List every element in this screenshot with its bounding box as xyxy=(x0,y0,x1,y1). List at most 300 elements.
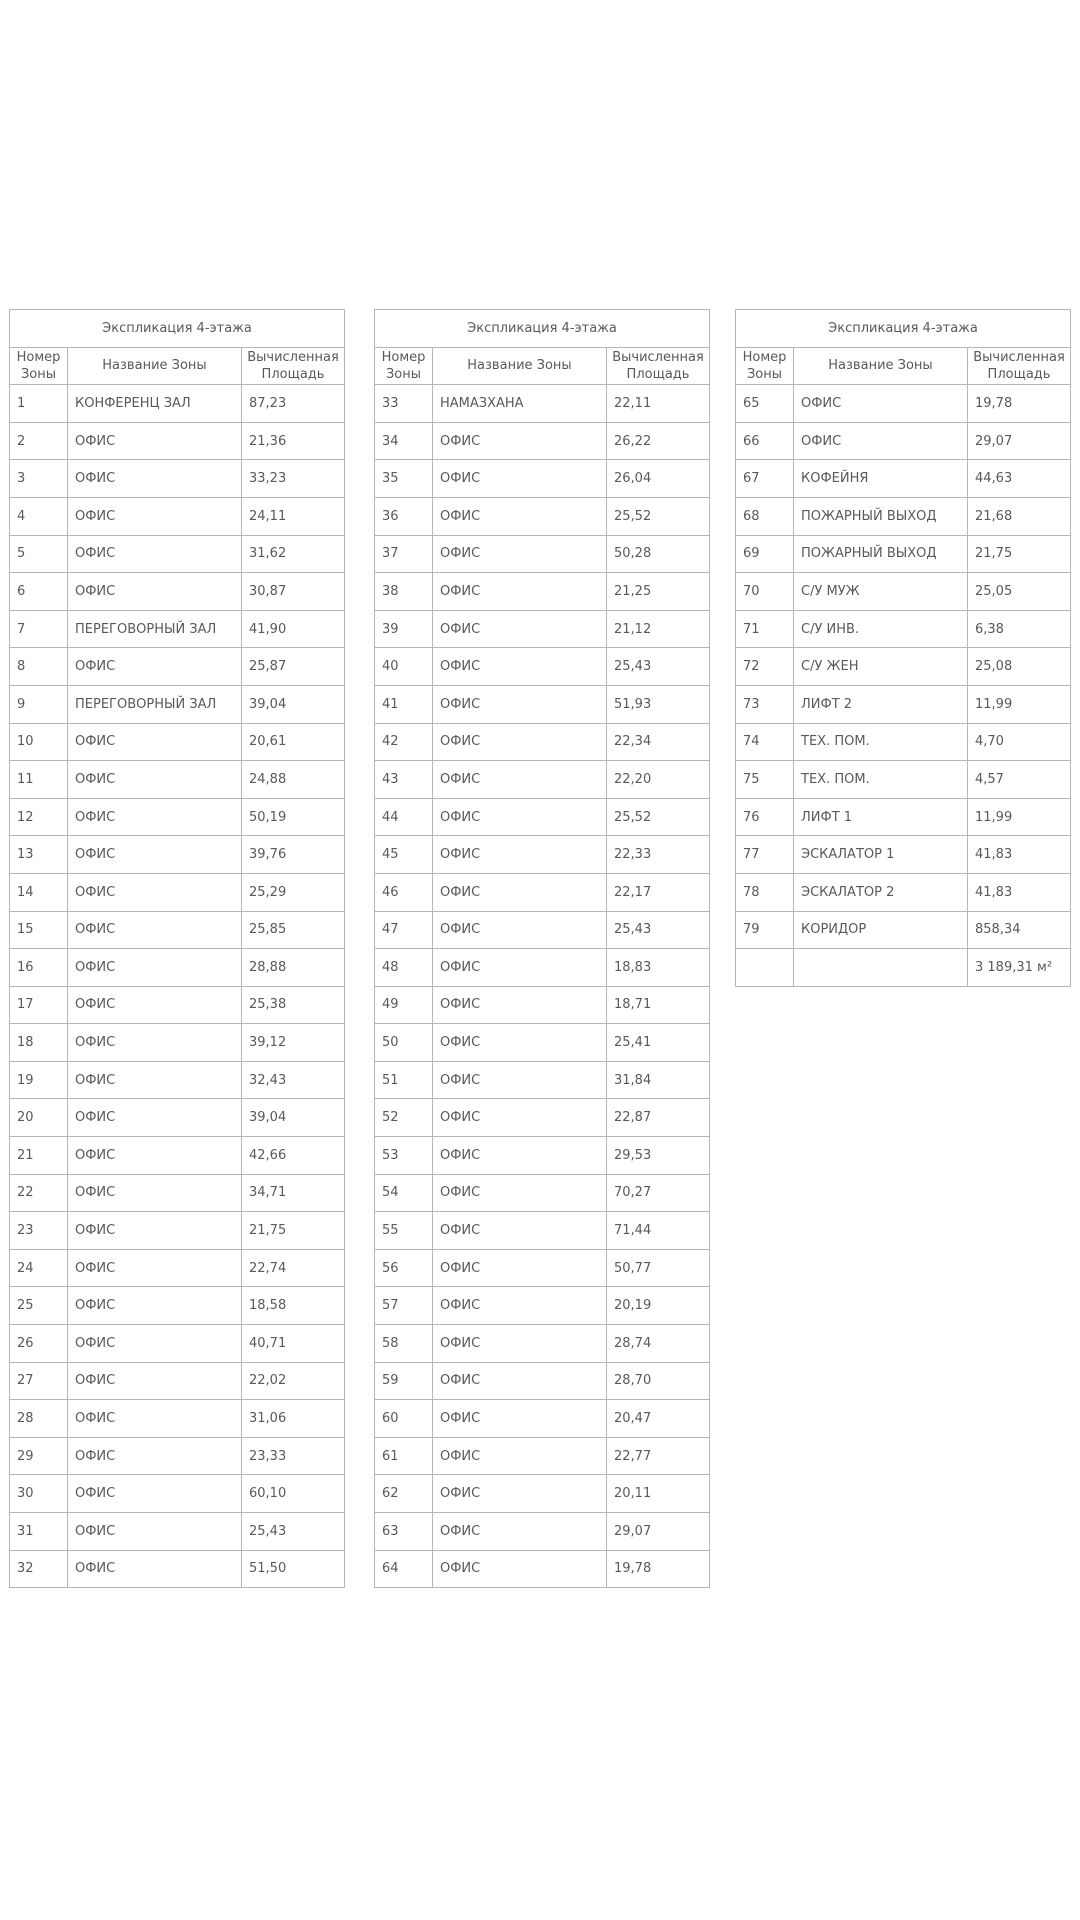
zone-area-cell: 50,28 xyxy=(607,535,710,573)
zone-name-cell: ОФИС xyxy=(433,422,607,460)
zone-name-cell: КОРИДОР xyxy=(794,911,968,949)
zone-area-cell: 21,25 xyxy=(607,573,710,611)
zone-number-cell: 45 xyxy=(375,836,433,874)
zone-area-cell: 60,10 xyxy=(242,1475,345,1513)
table-title-row xyxy=(736,310,1071,348)
table-row xyxy=(10,648,345,686)
zone-area-cell: 29,53 xyxy=(607,1137,710,1175)
explication-table-2 xyxy=(374,309,710,1588)
zone-name-cell: ОФИС xyxy=(68,1061,242,1099)
zone-name-cell: ОФИС xyxy=(68,1137,242,1175)
table-row xyxy=(10,1362,345,1400)
zone-name-cell: ЛИФТ 1 xyxy=(794,798,968,836)
table-row xyxy=(736,798,1071,836)
zone-number-cell: 34 xyxy=(375,422,433,460)
zone-area-cell: 42,66 xyxy=(242,1137,345,1175)
zone-area-cell: 18,83 xyxy=(607,949,710,987)
table-row xyxy=(375,761,710,799)
table-row xyxy=(375,460,710,498)
zone-number-cell: 6 xyxy=(10,573,68,611)
zone-number-cell: 75 xyxy=(736,761,794,799)
explication-table-3 xyxy=(735,309,1071,987)
zone-name-cell: ОФИС xyxy=(68,836,242,874)
zone-name-cell: ПОЖАРНЫЙ ВЫХОД xyxy=(794,535,968,573)
table-row xyxy=(736,911,1071,949)
zone-number-cell: 36 xyxy=(375,497,433,535)
zone-area-cell: 25,52 xyxy=(607,497,710,535)
table-row xyxy=(10,1249,345,1287)
zone-number-cell: 38 xyxy=(375,573,433,611)
zone-name-cell: ЭСКАЛАТОР 1 xyxy=(794,836,968,874)
zone-area-cell: 32,43 xyxy=(242,1061,345,1099)
table-row xyxy=(736,685,1071,723)
zone-number-cell: 30 xyxy=(10,1475,68,1513)
zone-number-cell: 55 xyxy=(375,1212,433,1250)
zone-name-cell: ОФИС xyxy=(433,1061,607,1099)
zone-name-cell: ОФИС xyxy=(68,1024,242,1062)
zone-area-cell: 41,90 xyxy=(242,610,345,648)
zone-name-cell: ОФИС xyxy=(433,573,607,611)
zone-name-cell: ОФИС xyxy=(433,1212,607,1250)
zone-area-cell: 22,33 xyxy=(607,836,710,874)
table-row xyxy=(10,723,345,761)
zone-name-cell: ОФИС xyxy=(68,1475,242,1513)
zone-number-cell: 27 xyxy=(10,1362,68,1400)
table-row xyxy=(375,1325,710,1363)
zone-area-cell: 20,61 xyxy=(242,723,345,761)
zone-area-cell: 25,43 xyxy=(242,1513,345,1551)
zone-name-cell: ОФИС xyxy=(433,497,607,535)
zone-name-cell: ОФИС xyxy=(68,1174,242,1212)
zone-number-cell: 73 xyxy=(736,685,794,723)
table-row xyxy=(10,535,345,573)
zone-number-cell: 23 xyxy=(10,1212,68,1250)
zone-name-cell: ОФИС xyxy=(68,723,242,761)
table-row xyxy=(10,685,345,723)
zone-number-cell: 14 xyxy=(10,873,68,911)
zone-area-cell: 4,57 xyxy=(968,761,1071,799)
zone-number-cell: 79 xyxy=(736,911,794,949)
zone-area-cell: 6,38 xyxy=(968,610,1071,648)
table-row xyxy=(10,1137,345,1175)
zone-number-cell: 25 xyxy=(10,1287,68,1325)
zone-area-cell: 21,75 xyxy=(968,535,1071,573)
zone-area-cell: 25,85 xyxy=(242,911,345,949)
zone-area-cell: 22,20 xyxy=(607,761,710,799)
zone-area-cell: 30,87 xyxy=(242,573,345,611)
table-row xyxy=(375,1061,710,1099)
zone-number-cell: 28 xyxy=(10,1400,68,1438)
zone-number-cell: 18 xyxy=(10,1024,68,1062)
zone-number-cell: 21 xyxy=(10,1137,68,1175)
zone-number-cell: 56 xyxy=(375,1249,433,1287)
zone-area-cell: 18,71 xyxy=(607,986,710,1024)
zone-name-cell: ОФИС xyxy=(68,873,242,911)
zone-name-cell: ОФИС xyxy=(433,911,607,949)
table-row xyxy=(375,723,710,761)
table-row xyxy=(375,836,710,874)
zone-name-cell: ОФИС xyxy=(433,1475,607,1513)
zone-name-cell: ОФИС xyxy=(433,1174,607,1212)
zone-area-cell: 20,19 xyxy=(607,1287,710,1325)
zone-number-cell: 39 xyxy=(375,610,433,648)
zone-area-cell: 25,87 xyxy=(242,648,345,686)
zone-name-cell: ОФИС xyxy=(794,385,968,423)
zone-area-cell: 26,04 xyxy=(607,460,710,498)
zone-number-cell: 51 xyxy=(375,1061,433,1099)
zone-area-cell: 4,70 xyxy=(968,723,1071,761)
zone-name-cell: ОФИС xyxy=(433,610,607,648)
zone-area-cell: 70,27 xyxy=(607,1174,710,1212)
zone-name-cell: ОФИС xyxy=(68,1325,242,1363)
zone-name-cell: ОФИС xyxy=(794,422,968,460)
zone-area-cell: 21,36 xyxy=(242,422,345,460)
zone-area-cell: 39,76 xyxy=(242,836,345,874)
zone-number-cell: 66 xyxy=(736,422,794,460)
table-row xyxy=(736,460,1071,498)
zone-number-cell: 7 xyxy=(10,610,68,648)
table-row xyxy=(10,911,345,949)
table-row xyxy=(375,986,710,1024)
table-row xyxy=(10,422,345,460)
table-row xyxy=(10,573,345,611)
zone-number-cell: 16 xyxy=(10,949,68,987)
zone-number-cell: 53 xyxy=(375,1137,433,1175)
zone-number-cell: 40 xyxy=(375,648,433,686)
zone-name-cell: ОФИС xyxy=(433,1513,607,1551)
table-row xyxy=(10,385,345,423)
header-computed-area: Вычисленная Площадь xyxy=(242,347,345,385)
zone-name-cell: ОФИС xyxy=(68,1287,242,1325)
zone-number-cell: 64 xyxy=(375,1550,433,1588)
zone-number-cell: 10 xyxy=(10,723,68,761)
zone-area-cell: 26,22 xyxy=(607,422,710,460)
zone-name-cell: НАМАЗХАНА xyxy=(433,385,607,423)
table-row xyxy=(10,1513,345,1551)
explication-table-1 xyxy=(9,309,345,1588)
table-row xyxy=(375,1400,710,1438)
table-header-row xyxy=(736,347,1071,385)
zone-area-cell: 44,63 xyxy=(968,460,1071,498)
zone-area-cell: 22,11 xyxy=(607,385,710,423)
zone-name-cell: ОФИС xyxy=(433,1099,607,1137)
zone-area-cell: 19,78 xyxy=(968,385,1071,423)
zone-name-cell: КОФЕЙНЯ xyxy=(794,460,968,498)
zone-area-cell: 51,50 xyxy=(242,1550,345,1588)
zone-area-cell: 22,74 xyxy=(242,1249,345,1287)
table-row xyxy=(736,610,1071,648)
zone-name-cell: ПЕРЕГОВОРНЫЙ ЗАЛ xyxy=(68,610,242,648)
table-row xyxy=(375,497,710,535)
zone-number-cell: 59 xyxy=(375,1362,433,1400)
zone-name-cell: ОФИС xyxy=(433,1137,607,1175)
table-row xyxy=(375,1287,710,1325)
zone-name-cell: ОФИС xyxy=(68,648,242,686)
table-row xyxy=(736,761,1071,799)
zone-name-cell: ОФИС xyxy=(68,911,242,949)
zone-name-cell: ОФИС xyxy=(68,1550,242,1588)
zone-number-cell: 65 xyxy=(736,385,794,423)
zone-number-cell: 57 xyxy=(375,1287,433,1325)
table-row xyxy=(10,1212,345,1250)
table-row xyxy=(375,1550,710,1588)
table-row xyxy=(375,1212,710,1250)
zone-number-cell: 58 xyxy=(375,1325,433,1363)
table-row xyxy=(10,610,345,648)
zone-area-cell: 39,12 xyxy=(242,1024,345,1062)
zone-area-cell: 33,23 xyxy=(242,460,345,498)
zone-area-cell: 28,88 xyxy=(242,949,345,987)
zone-name-cell: ОФИС xyxy=(433,798,607,836)
zone-area-cell: 50,19 xyxy=(242,798,345,836)
zone-name-cell: ОФИС xyxy=(68,422,242,460)
zone-area-cell: 24,88 xyxy=(242,761,345,799)
table-row xyxy=(375,1475,710,1513)
zone-name-cell: ОФИС xyxy=(433,535,607,573)
table-row xyxy=(10,1287,345,1325)
zone-name-cell: ОФИС xyxy=(433,1362,607,1400)
zone-area-cell: 25,41 xyxy=(607,1024,710,1062)
zone-name-cell: ОФИС xyxy=(433,1400,607,1438)
zone-name-cell: ОФИС xyxy=(433,685,607,723)
zone-name-cell: ОФИС xyxy=(68,1099,242,1137)
table-row xyxy=(10,497,345,535)
table-row xyxy=(10,986,345,1024)
zone-name-cell: ОФИС xyxy=(68,798,242,836)
table-row xyxy=(375,1099,710,1137)
zone-name-cell: ОФИС xyxy=(68,460,242,498)
header-zone-name: Название Зоны xyxy=(68,347,242,385)
zone-name-cell: ОФИС xyxy=(433,949,607,987)
zone-area-cell: 50,77 xyxy=(607,1249,710,1287)
zone-number-cell: 72 xyxy=(736,648,794,686)
zone-number-cell: 71 xyxy=(736,610,794,648)
zone-area-cell: 19,78 xyxy=(607,1550,710,1588)
zone-name-cell: ОФИС xyxy=(433,836,607,874)
zone-number-cell: 31 xyxy=(10,1513,68,1551)
zone-area-cell: 87,23 xyxy=(242,385,345,423)
zone-area-cell: 39,04 xyxy=(242,685,345,723)
zone-name-cell: ОФИС xyxy=(68,573,242,611)
zone-number-cell: 41 xyxy=(375,685,433,723)
zone-name-cell: ТЕХ. ПОМ. xyxy=(794,723,968,761)
zone-area-cell: 25,05 xyxy=(968,573,1071,611)
zone-area-cell: 21,68 xyxy=(968,497,1071,535)
zone-name-cell: ОФИС xyxy=(433,873,607,911)
zone-number-cell: 60 xyxy=(375,1400,433,1438)
zone-area-cell: 25,08 xyxy=(968,648,1071,686)
zone-number-cell: 26 xyxy=(10,1325,68,1363)
table-row xyxy=(736,535,1071,573)
zone-area-cell: 28,74 xyxy=(607,1325,710,1363)
zone-number-cell: 70 xyxy=(736,573,794,611)
table-row xyxy=(375,535,710,573)
zone-number-cell: 77 xyxy=(736,836,794,874)
table-row xyxy=(10,1061,345,1099)
zone-number-cell: 52 xyxy=(375,1099,433,1137)
zone-name-cell: ОФИС xyxy=(68,1437,242,1475)
table-row xyxy=(375,1513,710,1551)
zone-area-cell: 21,12 xyxy=(607,610,710,648)
empty-cell xyxy=(736,949,794,987)
zone-name-cell: ОФИС xyxy=(433,1437,607,1475)
table-row xyxy=(375,911,710,949)
zone-name-cell: ОФИС xyxy=(433,1550,607,1588)
zone-number-cell: 2 xyxy=(10,422,68,460)
zone-number-cell: 63 xyxy=(375,1513,433,1551)
zone-name-cell: ОФИС xyxy=(68,1212,242,1250)
table-row xyxy=(10,1325,345,1363)
table-row xyxy=(375,1174,710,1212)
zone-name-cell: ПОЖАРНЫЙ ВЫХОД xyxy=(794,497,968,535)
table-row xyxy=(736,422,1071,460)
table-row xyxy=(375,873,710,911)
zone-area-cell: 25,29 xyxy=(242,873,345,911)
zone-number-cell: 8 xyxy=(10,648,68,686)
table-row xyxy=(10,1550,345,1588)
zone-number-cell: 17 xyxy=(10,986,68,1024)
zone-area-cell: 22,17 xyxy=(607,873,710,911)
zone-number-cell: 61 xyxy=(375,1437,433,1475)
zone-area-cell: 25,38 xyxy=(242,986,345,1024)
zone-area-cell: 71,44 xyxy=(607,1212,710,1250)
zone-number-cell: 29 xyxy=(10,1437,68,1475)
zone-area-cell: 29,07 xyxy=(607,1513,710,1551)
header-zone-name: Название Зоны xyxy=(794,347,968,385)
zone-number-cell: 69 xyxy=(736,535,794,573)
table-row xyxy=(10,1437,345,1475)
zone-number-cell: 12 xyxy=(10,798,68,836)
zone-area-cell: 28,70 xyxy=(607,1362,710,1400)
table-header-row xyxy=(375,347,710,385)
zone-area-cell: 11,99 xyxy=(968,798,1071,836)
zone-number-cell: 44 xyxy=(375,798,433,836)
zone-area-cell: 23,33 xyxy=(242,1437,345,1475)
zone-number-cell: 47 xyxy=(375,911,433,949)
total-area-cell: 3 189,31 м² xyxy=(968,949,1071,987)
zone-number-cell: 35 xyxy=(375,460,433,498)
table-row xyxy=(10,836,345,874)
zone-name-cell: ТЕХ. ПОМ. xyxy=(794,761,968,799)
table-row xyxy=(375,648,710,686)
zone-number-cell: 76 xyxy=(736,798,794,836)
table-row xyxy=(736,873,1071,911)
zone-name-cell: ОФИС xyxy=(433,648,607,686)
zone-area-cell: 51,93 xyxy=(607,685,710,723)
zone-name-cell: ОФИС xyxy=(68,535,242,573)
zone-area-cell: 34,71 xyxy=(242,1174,345,1212)
zone-name-cell: ОФИС xyxy=(433,1024,607,1062)
table-row xyxy=(10,1024,345,1062)
table-row xyxy=(10,873,345,911)
table-row xyxy=(10,798,345,836)
zone-area-cell: 22,34 xyxy=(607,723,710,761)
zone-number-cell: 43 xyxy=(375,761,433,799)
zone-number-cell: 54 xyxy=(375,1174,433,1212)
zone-name-cell: ОФИС xyxy=(433,1249,607,1287)
table-title: Экспликация 4-этажа xyxy=(375,310,710,348)
zone-area-cell: 24,11 xyxy=(242,497,345,535)
zone-name-cell: ОФИС xyxy=(68,497,242,535)
table-row xyxy=(375,1437,710,1475)
zone-number-cell: 49 xyxy=(375,986,433,1024)
zone-area-cell: 11,99 xyxy=(968,685,1071,723)
zone-number-cell: 22 xyxy=(10,1174,68,1212)
table-total-row xyxy=(736,949,1071,987)
zone-number-cell: 46 xyxy=(375,873,433,911)
table-row xyxy=(736,497,1071,535)
zone-name-cell: С/У ЖЕН xyxy=(794,648,968,686)
zone-area-cell: 29,07 xyxy=(968,422,1071,460)
table-row xyxy=(375,1024,710,1062)
header-zone-number: Номер Зоны xyxy=(10,347,68,385)
zone-area-cell: 41,83 xyxy=(968,873,1071,911)
header-zone-name: Название Зоны xyxy=(433,347,607,385)
table-row xyxy=(375,1137,710,1175)
header-zone-number: Номер Зоны xyxy=(736,347,794,385)
zone-number-cell: 3 xyxy=(10,460,68,498)
zone-number-cell: 74 xyxy=(736,723,794,761)
zone-area-cell: 22,77 xyxy=(607,1437,710,1475)
table-row xyxy=(375,610,710,648)
zone-area-cell: 40,71 xyxy=(242,1325,345,1363)
table-row xyxy=(375,385,710,423)
zone-area-cell: 18,58 xyxy=(242,1287,345,1325)
header-computed-area: Вычисленная Площадь xyxy=(968,347,1071,385)
table-row xyxy=(10,949,345,987)
zone-area-cell: 31,84 xyxy=(607,1061,710,1099)
zone-name-cell: КОНФЕРЕНЦ ЗАЛ xyxy=(68,385,242,423)
zone-area-cell: 41,83 xyxy=(968,836,1071,874)
zone-name-cell: С/У ИНВ. xyxy=(794,610,968,648)
table-row xyxy=(375,573,710,611)
zone-number-cell: 68 xyxy=(736,497,794,535)
table-row xyxy=(10,1475,345,1513)
header-computed-area: Вычисленная Площадь xyxy=(607,347,710,385)
zone-name-cell: ОФИС xyxy=(68,1513,242,1551)
zone-number-cell: 20 xyxy=(10,1099,68,1137)
zone-number-cell: 13 xyxy=(10,836,68,874)
table-header-row xyxy=(10,347,345,385)
zone-name-cell: ЛИФТ 2 xyxy=(794,685,968,723)
table-row xyxy=(736,648,1071,686)
zone-name-cell: ОФИС xyxy=(433,761,607,799)
zone-area-cell: 39,04 xyxy=(242,1099,345,1137)
zone-name-cell: ОФИС xyxy=(68,986,242,1024)
zone-name-cell: ОФИС xyxy=(433,1287,607,1325)
zone-name-cell: ЭСКАЛАТОР 2 xyxy=(794,873,968,911)
zone-name-cell: ОФИС xyxy=(68,761,242,799)
zone-number-cell: 1 xyxy=(10,385,68,423)
table-row xyxy=(10,1400,345,1438)
empty-cell xyxy=(794,949,968,987)
zone-number-cell: 24 xyxy=(10,1249,68,1287)
table-row xyxy=(736,385,1071,423)
zone-area-cell: 25,43 xyxy=(607,911,710,949)
zone-area-cell: 22,87 xyxy=(607,1099,710,1137)
table-row xyxy=(736,573,1071,611)
table-title: Экспликация 4-этажа xyxy=(10,310,345,348)
zone-number-cell: 62 xyxy=(375,1475,433,1513)
table-row xyxy=(10,1099,345,1137)
zone-name-cell: ПЕРЕГОВОРНЫЙ ЗАЛ xyxy=(68,685,242,723)
zone-number-cell: 67 xyxy=(736,460,794,498)
zone-number-cell: 37 xyxy=(375,535,433,573)
table-row xyxy=(375,1249,710,1287)
zone-name-cell: ОФИС xyxy=(68,949,242,987)
zone-number-cell: 4 xyxy=(10,497,68,535)
zone-name-cell: ОФИС xyxy=(433,986,607,1024)
